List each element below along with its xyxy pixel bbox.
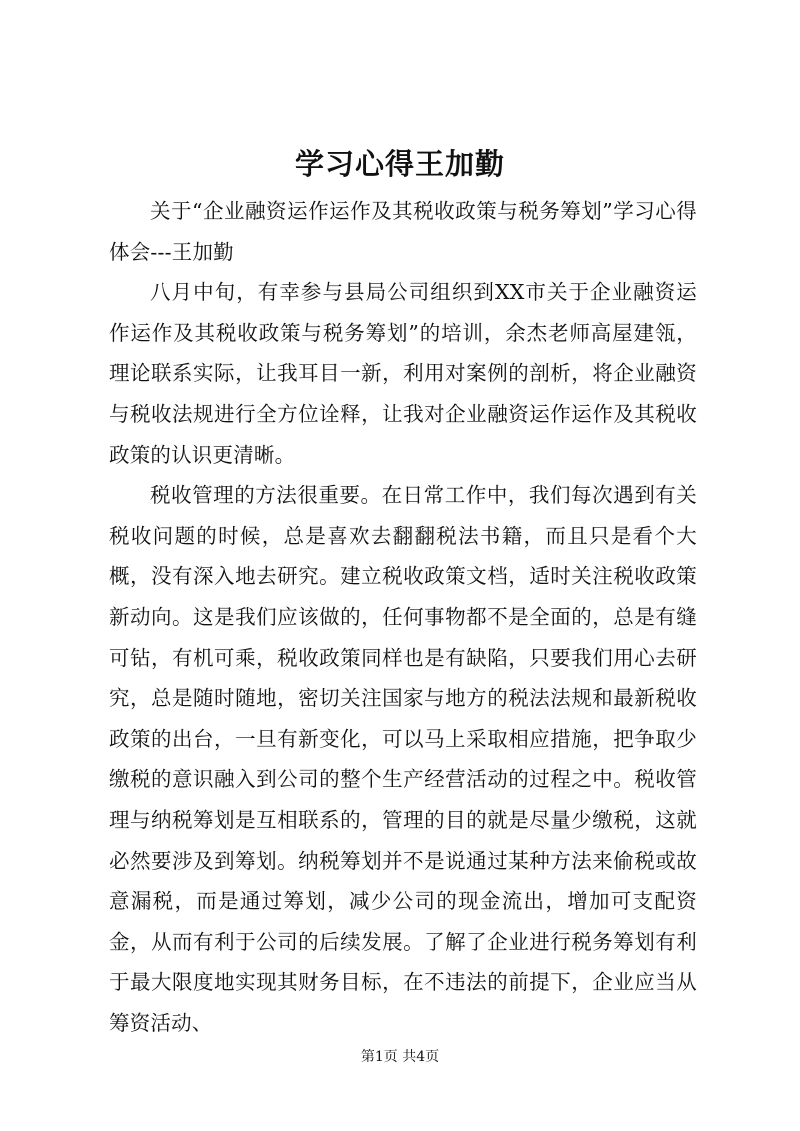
document-body <box>109 191 697 1043</box>
paragraph-intro: 关于“企业融资运作运作及其税收政策与税务筹划”学习心得体会---王加勤 <box>109 199 697 264</box>
page-title: 学习心得王加勤 <box>294 147 505 181</box>
paragraph-training: 八月中旬，有幸参与县局公司组织到XX市关于企业融资运作运作及其税收政策与税务筹划”的培训，余杰老师高屋建瓴，理论联系实际，让我耳目一新，利用对案例的剖析，将企业融资与税收法规进行全方位诠释，让我对企业融资运作运作及其税收政策的认识更清晰。 <box>109 280 697 467</box>
page-number-footer: 第1页 共4页 <box>360 1049 440 1065</box>
paragraph-tax-management: 税收管理的方法很重要。在日常工作中，我们每次遇到有关税收问题的时候，总是喜欢去翻翻税法书籍，而且只是看个大概，没有深入地去研究。建立税收政策文档，适时关注税收政策新动向。这是我们应该做的，任何事物都不是全面的，总是有缝可钻，有机可乘，税收政策同样也是有缺陷，只要我们用心去研究，总是随时随地，密切关注国家与地方的税法法规和最新税收政策的出台，一旦有新变化，可以马上采取相应措施，把争取少缴税的意识融入到公司的整个生产经营活动的过程之中。税收管理与纳税筹划是互相联系的，管理的目的就是尽量少缴税，这就必然要涉及到筹划。纳税筹划并不是说通过某种方法来偷税或故意漏税，而是通过筹划，减少公司的现金流出，增加可支配资金，从而有利于公司的后续发展。了解了企业进行税务筹划有利于最大限度地实现其财务目标，在不违法的前提下，企业应当从筹资活动、 <box>109 483 697 1035</box>
